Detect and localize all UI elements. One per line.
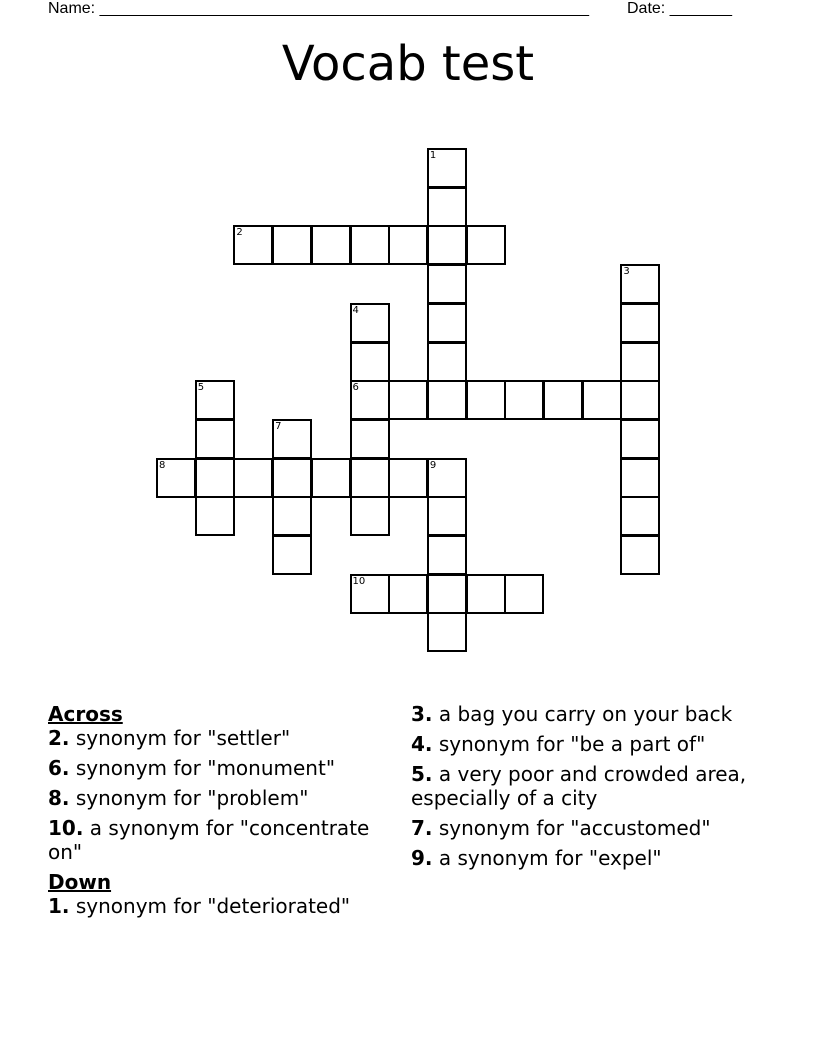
crossword-cell[interactable]	[350, 496, 390, 536]
crossword-cell[interactable]	[388, 380, 428, 420]
clue-text: synonym for "settler"	[75, 726, 291, 750]
crossword-cell[interactable]	[311, 225, 351, 265]
crossword-cell[interactable]	[504, 574, 544, 614]
crossword-cell[interactable]	[620, 535, 660, 575]
crossword-cell[interactable]	[388, 458, 428, 498]
crossword-cell[interactable]	[620, 380, 660, 420]
down-clue	[411, 732, 756, 756]
page-title: Vocab test	[281, 36, 535, 92]
crossword-cell[interactable]	[195, 458, 235, 498]
cell-number: 7	[275, 420, 282, 432]
cell-number: 5	[197, 382, 205, 394]
crossword-cell[interactable]	[427, 496, 467, 536]
crossword-cell[interactable]	[620, 458, 660, 498]
clue-text: a very poor and crowded area, especially of a city	[411, 762, 747, 810]
clue-text: synonym for "deteriorated"	[75, 894, 351, 918]
crossword-cell[interactable]	[350, 458, 390, 498]
crossword-cell[interactable]	[195, 380, 235, 420]
clue-text: synonym for "be a part of"	[438, 732, 706, 756]
down-clue	[411, 846, 756, 870]
clue-number: 7.	[411, 816, 433, 840]
crossword-cell[interactable]	[427, 264, 467, 304]
crossword-cell[interactable]	[427, 225, 467, 265]
clue-number: 2.	[48, 726, 70, 750]
across-clue	[48, 816, 393, 864]
crossword-cell[interactable]	[272, 458, 312, 498]
clue-text: a bag you carry on your back	[438, 702, 733, 726]
crossword-cell[interactable]	[272, 419, 312, 459]
crossword-cell[interactable]	[427, 574, 467, 614]
crossword-cell[interactable]	[272, 225, 312, 265]
clue-text: synonym for "accustomed"	[438, 816, 711, 840]
across-clue	[48, 786, 393, 810]
cell-number: 1	[429, 150, 437, 161]
cell-number: 6	[352, 382, 359, 394]
clue-number: 4.	[411, 732, 433, 756]
crossword-cell[interactable]	[195, 496, 235, 536]
clue-number: 9.	[411, 846, 433, 870]
clue-number: 8.	[48, 786, 70, 810]
crossword-cell[interactable]	[195, 419, 235, 459]
clues-column-right	[411, 702, 756, 876]
crossword-cell[interactable]	[427, 187, 467, 227]
crossword-cell[interactable]	[466, 574, 506, 614]
crossword-cell[interactable]	[582, 380, 622, 420]
crossword-cell[interactable]	[156, 458, 196, 498]
crossword-cell[interactable]	[427, 380, 467, 420]
clue-text: synonym for "problem"	[75, 786, 309, 810]
crossword-cell[interactable]	[350, 574, 390, 614]
crossword-cell[interactable]	[311, 458, 351, 498]
clue-text: a synonym for "expel"	[438, 846, 662, 870]
cell-number: 4	[352, 304, 359, 316]
crossword-cell[interactable]	[543, 380, 583, 420]
across-clue	[48, 756, 393, 780]
name-field[interactable]: Name: _______________________________________________________	[48, 0, 589, 17]
crossword-cell[interactable]	[350, 342, 390, 382]
crossword-cell[interactable]	[620, 496, 660, 536]
clue-number: 6.	[48, 756, 70, 780]
crossword-cell[interactable]	[350, 225, 390, 265]
down-clue	[411, 702, 756, 726]
across-heading: Across	[48, 702, 123, 726]
crossword-cell[interactable]	[427, 342, 467, 382]
date-field[interactable]: Date: _______	[627, 0, 732, 17]
crossword-cell[interactable]	[620, 342, 660, 382]
crossword-cell[interactable]	[427, 612, 467, 652]
down-heading: Down	[48, 870, 112, 894]
cell-number: 8	[159, 459, 166, 471]
crossword-cell[interactable]	[427, 535, 467, 575]
clue-number: 3.	[411, 702, 433, 726]
crossword-cell[interactable]	[350, 380, 390, 420]
crossword-cell[interactable]	[233, 458, 273, 498]
crossword-cell[interactable]	[350, 419, 390, 459]
cell-number: 3	[623, 266, 630, 278]
crossword-cell[interactable]	[620, 264, 660, 304]
clue-text: a synonym for "concentrate on"	[48, 816, 370, 864]
crossword-cell[interactable]	[620, 303, 660, 343]
down-clue	[411, 816, 756, 840]
crossword-cell[interactable]	[272, 535, 312, 575]
clue-number: 10.	[48, 816, 84, 840]
crossword-cell[interactable]	[427, 458, 467, 498]
crossword-cell[interactable]	[504, 380, 544, 420]
crossword-cell[interactable]	[427, 303, 467, 343]
down-clue	[411, 762, 756, 810]
clue-number: 5.	[411, 762, 433, 786]
clues-column-left	[48, 702, 393, 924]
crossword-cell[interactable]	[388, 225, 428, 265]
crossword-cell[interactable]	[388, 574, 428, 614]
crossword-cell[interactable]	[233, 225, 273, 265]
clue-text: synonym for "monument"	[75, 756, 336, 780]
crossword-cell[interactable]	[272, 496, 312, 536]
crossword-cell[interactable]	[427, 148, 467, 188]
clue-number: 1.	[48, 894, 70, 918]
cell-number: 2	[236, 227, 243, 239]
down-clue	[48, 894, 393, 918]
crossword-cell[interactable]	[466, 380, 506, 420]
cell-number: 10	[352, 575, 366, 587]
crossword-cell[interactable]	[466, 225, 506, 265]
cell-number: 9	[429, 459, 437, 471]
crossword-cell[interactable]	[350, 303, 390, 343]
crossword-cell[interactable]	[620, 419, 660, 459]
across-clue	[48, 726, 393, 750]
